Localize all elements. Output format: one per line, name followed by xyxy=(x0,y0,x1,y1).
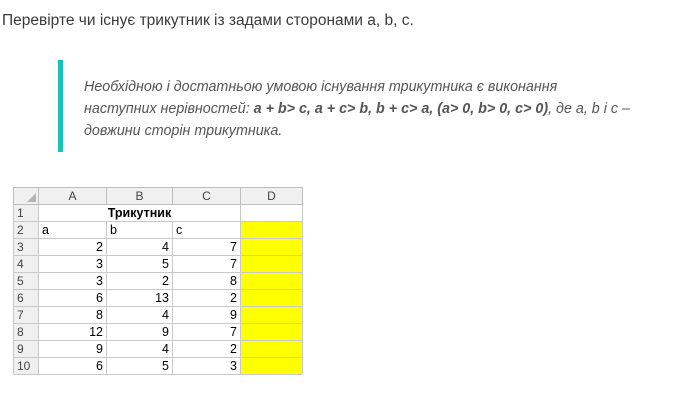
row-header[interactable]: 7 xyxy=(14,307,39,324)
row-header[interactable]: 5 xyxy=(14,273,39,290)
result-cell[interactable] xyxy=(241,256,303,273)
table-row xyxy=(14,239,303,256)
row-header[interactable]: 6 xyxy=(14,290,39,307)
row-header-1[interactable]: 1 xyxy=(14,205,39,222)
value-cell[interactable]: 8 xyxy=(173,273,241,290)
select-all-triangle-icon xyxy=(27,193,36,202)
value-cell[interactable]: 6 xyxy=(39,290,107,307)
value-cell[interactable]: 2 xyxy=(173,341,241,358)
column-header-row xyxy=(14,188,303,205)
value-cell[interactable]: 7 xyxy=(173,324,241,341)
column-header-c[interactable]: C xyxy=(173,188,241,205)
value-cell[interactable]: 6 xyxy=(39,358,107,375)
row-header[interactable]: 8 xyxy=(14,324,39,341)
value-cell[interactable]: 13 xyxy=(107,290,173,307)
note-line-2 xyxy=(84,98,658,120)
result-cell[interactable] xyxy=(241,273,303,290)
result-cell[interactable] xyxy=(241,358,303,375)
value-cell[interactable]: 5 xyxy=(107,256,173,273)
result-cell[interactable] xyxy=(241,307,303,324)
row-header-2[interactable]: 2 xyxy=(14,222,39,239)
select-all-corner[interactable] xyxy=(14,188,39,205)
note-line-2-start: наступних нерівностей: xyxy=(84,101,254,117)
title-cell[interactable]: Трикутник xyxy=(39,205,241,222)
sheet-row-1 xyxy=(14,205,303,222)
cell-d1[interactable] xyxy=(241,205,303,222)
header-cell-c[interactable]: c xyxy=(173,222,241,239)
column-header-b[interactable]: B xyxy=(107,188,173,205)
task-text: Перевірте чи існує трикутник із задами сторонами a, b, c. xyxy=(2,12,414,29)
header-cell-b[interactable]: b xyxy=(107,222,173,239)
value-cell[interactable]: 4 xyxy=(107,341,173,358)
spreadsheet xyxy=(13,187,303,375)
header-cell-a[interactable]: a xyxy=(39,222,107,239)
column-header-d[interactable]: D xyxy=(241,188,303,205)
row-header[interactable]: 3 xyxy=(14,239,39,256)
value-cell[interactable]: 9 xyxy=(107,324,173,341)
note-line-2-end: , де a, b і c – xyxy=(548,101,630,117)
value-cell[interactable]: 3 xyxy=(39,256,107,273)
table-row xyxy=(14,256,303,273)
result-cell[interactable] xyxy=(241,324,303,341)
row-header[interactable]: 4 xyxy=(14,256,39,273)
value-cell[interactable]: 7 xyxy=(173,239,241,256)
table-row xyxy=(14,290,303,307)
inequalities: a + b> c, a + c> b, b + c> a, (a> 0, b> 0, c> 0) xyxy=(253,101,549,117)
result-cell[interactable] xyxy=(241,341,303,358)
value-cell[interactable]: 2 xyxy=(39,239,107,256)
table-row xyxy=(14,358,303,375)
row-header[interactable]: 9 xyxy=(14,341,39,358)
table-row xyxy=(14,307,303,324)
value-cell[interactable]: 12 xyxy=(39,324,107,341)
table-row xyxy=(14,341,303,358)
value-cell[interactable]: 9 xyxy=(39,341,107,358)
sheet-row-2 xyxy=(14,222,303,239)
row-header[interactable]: 10 xyxy=(14,358,39,375)
value-cell[interactable]: 9 xyxy=(173,307,241,324)
table-row xyxy=(14,273,303,290)
column-header-a[interactable]: A xyxy=(39,188,107,205)
result-cell[interactable] xyxy=(241,239,303,256)
table-row xyxy=(14,324,303,341)
value-cell[interactable]: 5 xyxy=(107,358,173,375)
note-line-3: довжини сторін трикутника. xyxy=(84,123,283,139)
value-cell[interactable]: 7 xyxy=(173,256,241,273)
value-cell[interactable]: 3 xyxy=(173,358,241,375)
value-cell[interactable]: 3 xyxy=(39,273,107,290)
value-cell[interactable]: 2 xyxy=(173,290,241,307)
value-cell[interactable]: 8 xyxy=(39,307,107,324)
result-cell[interactable] xyxy=(241,290,303,307)
result-cell[interactable] xyxy=(241,222,303,239)
value-cell[interactable]: 2 xyxy=(107,273,173,290)
value-cell[interactable]: 4 xyxy=(107,307,173,324)
value-cell[interactable]: 4 xyxy=(107,239,173,256)
condition-note xyxy=(58,60,658,152)
note-line-1: Необхідною і достатньою умовою існування трикутника є виконання xyxy=(84,79,558,95)
